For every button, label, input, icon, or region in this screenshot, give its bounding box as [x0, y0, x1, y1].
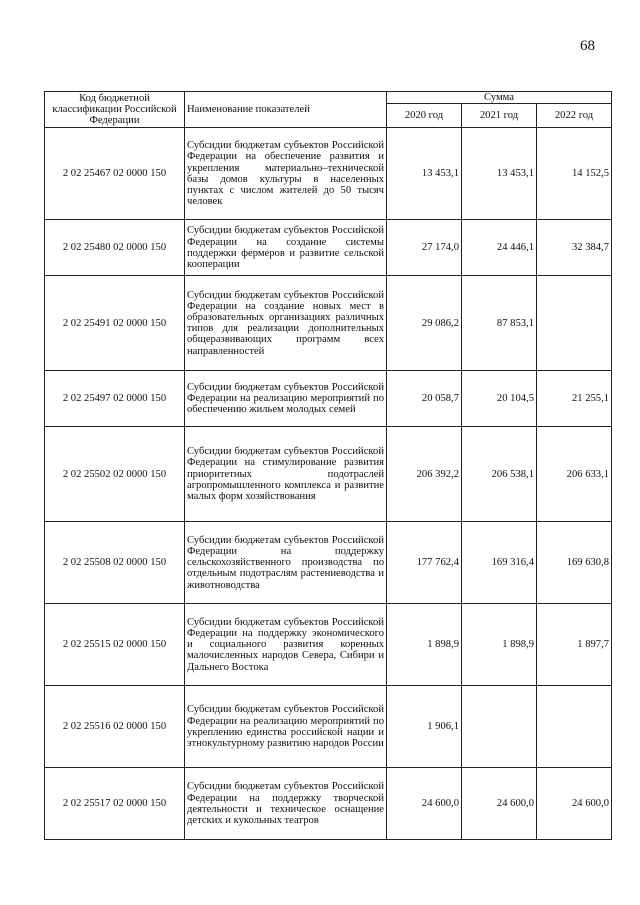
- header-code: Код бюджетной классификации Российской Федерации: [45, 92, 185, 128]
- amount-2020: 24 600,0: [387, 768, 462, 840]
- amount-2021: 87 853,1: [462, 276, 537, 371]
- amount-2021: 24 600,0: [462, 768, 537, 840]
- amount-2022: 1 897,7: [537, 604, 612, 686]
- indicator-name: Субсидии бюджетам субъектов Российской Федерации на реализацию мероприятий по обеспечению жильем молодых семей: [185, 371, 387, 427]
- amount-2020: 1 898,9: [387, 604, 462, 686]
- header-sum: Сумма: [387, 92, 612, 104]
- amount-2020: 177 762,4: [387, 522, 462, 604]
- amount-2020: 29 086,2: [387, 276, 462, 371]
- amount-2021: 20 104,5: [462, 371, 537, 427]
- budget-code: 2 02 25480 02 0000 150: [45, 220, 185, 276]
- budget-code: 2 02 25515 02 0000 150: [45, 604, 185, 686]
- amount-2022: 14 152,5: [537, 128, 612, 220]
- budget-code: 2 02 25497 02 0000 150: [45, 371, 185, 427]
- budget-code: 2 02 25508 02 0000 150: [45, 522, 185, 604]
- amount-2020: 27 174,0: [387, 220, 462, 276]
- amount-2020: 20 058,7: [387, 371, 462, 427]
- indicator-name: Субсидии бюджетам субъектов Российской Федерации на обеспечение развития и укрепления материально–технической базы домов культуры в населенных пунктах с числом жителей до 50 тысяч человек: [185, 128, 387, 220]
- header-year-2020: 2020 год: [387, 104, 462, 128]
- indicator-name: Субсидии бюджетам субъектов Российской Федерации на поддержку сельскохозяйственного производства по отдельным подотраслям растениеводства и животноводства: [185, 522, 387, 604]
- amount-2022: 206 633,1: [537, 427, 612, 522]
- table-row: [45, 276, 612, 371]
- budget-code: 2 02 25516 02 0000 150: [45, 686, 185, 768]
- header-year-2021: 2021 год: [462, 104, 537, 128]
- amount-2021: 169 316,4: [462, 522, 537, 604]
- budget-code: 2 02 25517 02 0000 150: [45, 768, 185, 840]
- indicator-name: Субсидии бюджетам субъектов Российской Федерации на поддержку экономического и социального развития коренных малочисленных народов Севера, Сибири и Дальнего Востока: [185, 604, 387, 686]
- indicator-name: Субсидии бюджетам субъектов Российской Федерации на реализацию мероприятий по укреплению единства российской нации и этнокультурному развитию народов России: [185, 686, 387, 768]
- amount-2021: 1 898,9: [462, 604, 537, 686]
- table-row: [45, 522, 612, 604]
- indicator-name: Субсидии бюджетам субъектов Российской Федерации на поддержку творческой деятельности и техническое оснащение детских и кукольных театров: [185, 768, 387, 840]
- table-row: [45, 427, 612, 522]
- table-row: [45, 128, 612, 220]
- amount-2020: 13 453,1: [387, 128, 462, 220]
- amount-2022: 169 630,8: [537, 522, 612, 604]
- table-row: [45, 371, 612, 427]
- table-row: [45, 768, 612, 840]
- table-row: [45, 604, 612, 686]
- amount-2022: [537, 276, 612, 371]
- table-row: [45, 220, 612, 276]
- amount-2021: 206 538,1: [462, 427, 537, 522]
- header-year-2022: 2022 год: [537, 104, 612, 128]
- budget-code: 2 02 25491 02 0000 150: [45, 276, 185, 371]
- header-row: [45, 92, 612, 104]
- budget-revenue-table: [44, 91, 612, 840]
- amount-2022: 21 255,1: [537, 371, 612, 427]
- indicator-name: Субсидии бюджетам субъектов Российской Федерации на стимулирование развития приоритетных подотраслей агропромышленного комплекса и развитие малых форм хозяйствования: [185, 427, 387, 522]
- amount-2022: 24 600,0: [537, 768, 612, 840]
- amount-2021: 13 453,1: [462, 128, 537, 220]
- amount-2021: 24 446,1: [462, 220, 537, 276]
- amount-2020: 1 906,1: [387, 686, 462, 768]
- page-number: 68: [580, 38, 595, 54]
- amount-2022: 32 384,7: [537, 220, 612, 276]
- header-name: Наименование показателей: [185, 92, 387, 128]
- indicator-name: Субсидии бюджетам субъектов Российской Федерации на создание системы поддержки фермеров и развитие сельской кооперации: [185, 220, 387, 276]
- budget-code: 2 02 25467 02 0000 150: [45, 128, 185, 220]
- indicator-name: Субсидии бюджетам субъектов Российской Федерации на создание новых мест в образовательных организациях различных типов для реализации дополнительных общеразвивающих программ всех направленностей: [185, 276, 387, 371]
- amount-2021: [462, 686, 537, 768]
- amount-2020: 206 392,2: [387, 427, 462, 522]
- budget-code: 2 02 25502 02 0000 150: [45, 427, 185, 522]
- table-row: [45, 686, 612, 768]
- amount-2022: [537, 686, 612, 768]
